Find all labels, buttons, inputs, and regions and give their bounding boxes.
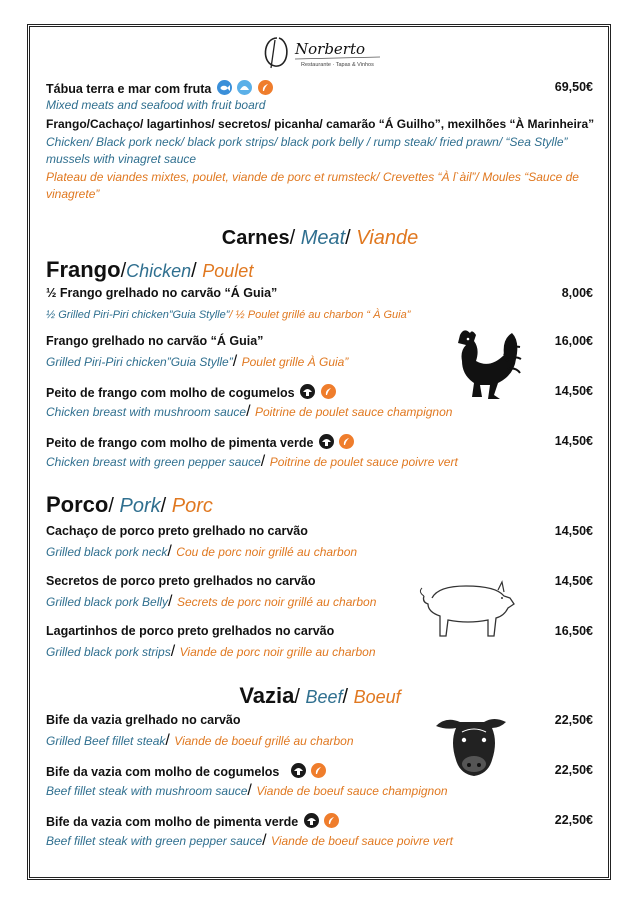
logo-subtitle: Restaurante · Tapas & Vinhos <box>301 62 374 68</box>
porco-heading-fr: Porc <box>171 495 213 517</box>
frango-heading: Frango/Chicken/ Poulet <box>46 257 254 282</box>
frango-item-2-desc: Grilled Piri-Piri chicken”Guia Stylle”/ Poulet grille À Guia” <box>46 353 349 370</box>
vazia-item-2-pt <box>46 763 326 779</box>
vazia-item-2-price: 22,50€ <box>554 763 593 777</box>
vazia-item-2-fr: Viande de boeuf sauce champignon <box>256 784 448 798</box>
frango-item-1-price: 8,00€ <box>561 286 593 300</box>
porco-item-2-fr: Secrets de porc noir grillé au charbon <box>176 595 377 609</box>
vazia-item-3-fr: Viande de boeuf sauce poivre vert <box>271 834 453 848</box>
vazia-item-3-pt <box>46 813 339 829</box>
chili-pepper-icon <box>321 384 336 399</box>
starter-title-text: Tábua terra e mar com fruta <box>46 82 212 96</box>
chili-pepper-icon <box>339 434 354 449</box>
frango-item-4-desc: Chicken breast with green pepper sauce/ Poitrine de poulet sauce poivre vert <box>46 453 458 470</box>
frango-item-3-desc: Chicken breast with mushroom sauce/ Poitrine de poulet sauce champignon <box>46 403 453 420</box>
frango-item-3-fr: Poitrine de poulet sauce champignon <box>254 405 453 419</box>
restaurant-logo <box>255 30 385 74</box>
frango-item-4-pt <box>46 434 354 450</box>
porco-heading: Porco/ Pork/ Porc <box>46 492 213 517</box>
porco-item-1-fr: Cou de porc noir grillé au charbon <box>176 545 358 559</box>
frango-item-3-pt <box>46 384 336 400</box>
frango-item-1-desc: ½ Grilled Piri-Piri chicken”Guia Stylle”/ ½ Poulet grillé au charbon “ À Guia” <box>46 309 411 321</box>
porco-item-3-pt: Lagartinhos de porco preto grelhados no carvão <box>46 624 335 638</box>
porco-item-2-pt: Secretos de porco preto grelhados no carvão <box>46 574 316 588</box>
porco-item-3-desc: Grilled black pork strips/ Viande de porc noir grille au charbon <box>46 643 376 660</box>
cow-illustration <box>432 712 512 785</box>
vazia-item-2-desc: Beef fillet steak with mushroom sauce/ Viande de boeuf sauce champignon <box>46 782 448 799</box>
vazia-item-3-pt-text: Bife da vazia com molho de pimenta verde <box>46 815 299 829</box>
starter-title <box>46 80 273 96</box>
mushroom-icon <box>319 434 334 449</box>
frango-item-4-price: 14,50€ <box>554 434 593 448</box>
porco-heading-en: Pork <box>119 495 161 517</box>
carnes-heading-pt: Carnes <box>221 227 290 249</box>
mushroom-icon <box>300 384 315 399</box>
frango-item-1-fr: ½ Poulet grillé au charbon “ À Guia” <box>235 309 411 321</box>
frango-item-4-fr: Poitrine de poulet sauce poivre vert <box>269 455 458 469</box>
fish-icon <box>217 80 232 95</box>
vazia-item-1-fr: Viande de boeuf grillé au charbon <box>174 734 354 748</box>
frango-item-2-en: Grilled Piri-Piri chicken”Guia Stylle” <box>46 355 233 369</box>
frango-item-4-en: Chicken breast with green pepper sauce <box>46 455 261 469</box>
vazia-item-3-desc: Beef fillet steak with green pepper sauce/ Viande de boeuf sauce poivre vert <box>46 832 453 849</box>
frango-item-3-pt-text: Peito de frango com molho de cogumelos <box>46 386 295 400</box>
frango-item-3-en: Chicken breast with mushroom sauce <box>46 405 247 419</box>
vazia-item-3-en: Beef fillet steak with green pepper sauce <box>46 834 263 848</box>
frango-item-2-pt: Frango grelhado no carvão “Á Guia” <box>46 334 264 348</box>
porco-item-1-price: 14,50€ <box>554 524 593 538</box>
porco-item-1-en: Grilled black pork neck <box>46 545 168 559</box>
vazia-item-1-pt: Bife da vazia grelhado no carvão <box>46 713 241 727</box>
frango-heading-en: Chicken <box>126 261 192 281</box>
porco-item-2-en: Grilled black pork Belly <box>46 595 169 609</box>
porco-item-2-desc: Grilled black pork Belly/ Secrets de porc noir grillé au charbon <box>46 593 377 610</box>
frango-item-1-en: ½ Grilled Piri-Piri chicken”Guia Stylle” <box>46 309 230 321</box>
frango-item-3-price: 14,50€ <box>554 384 593 398</box>
starter-detail-en-2: mussels with vinagret sauce <box>46 152 197 166</box>
vazia-item-1-desc: Grilled Beef fillet steak/ Viande de boeuf grillé au charbon <box>46 732 354 749</box>
vazia-heading-pt: Vazia <box>239 683 295 708</box>
frango-item-1-pt: ½ Frango grelhado no carvão “Á Guia” <box>46 286 278 300</box>
shellfish-icon <box>237 80 252 95</box>
vazia-heading-en: Beef <box>305 687 343 707</box>
vazia-heading: Vazia/ Beef/ Boeuf <box>239 683 401 708</box>
porco-heading-pt: Porco <box>46 492 109 517</box>
chili-pepper-icon <box>324 813 339 828</box>
carnes-heading: Carnes/ Meat/ Viande <box>221 227 419 249</box>
starter-detail-fr-2: vinagrete” <box>46 187 100 201</box>
vazia-item-1-price: 22,50€ <box>554 713 593 727</box>
starter-en: Mixed meats and seafood with fruit board <box>46 98 266 112</box>
pig-illustration <box>418 578 518 649</box>
vazia-heading-fr: Boeuf <box>353 687 401 707</box>
vazia-item-2-en: Beef fillet steak with mushroom sauce <box>46 784 248 798</box>
logo-name: Norberto <box>295 40 366 58</box>
starter-detail-en-1: Chicken/ Black pork neck/ black pork strips/ black pork belly / rump steak/ fried prawn/ “Sea Stylle” <box>46 135 568 149</box>
frango-heading-fr: Poulet <box>202 261 254 281</box>
porco-item-2-price: 14,50€ <box>554 574 593 588</box>
starter-price: 69,50€ <box>554 80 593 94</box>
starter-detail-fr-1: Plateau de viandes mixtes, poulet, viande de porc et rumsteck/ Crevettes “À l`àil”/ Moules “Sauce de <box>46 170 579 184</box>
mushroom-icon <box>291 763 306 778</box>
vazia-item-3-price: 22,50€ <box>554 813 593 827</box>
porco-item-1-desc: Grilled black pork neck/ Cou de porc noir grillé au charbon <box>46 543 358 560</box>
porco-item-3-price: 16,50€ <box>554 624 593 638</box>
vazia-item-2-pt-text: Bife da vazia com molho de cogumelos <box>46 765 280 779</box>
carnes-heading-en: Meat <box>300 227 346 249</box>
frango-item-4-pt-text: Peito de frango com molho de pimenta verde <box>46 436 314 450</box>
frango-item-2-price: 16,00€ <box>554 334 593 348</box>
mushroom-icon <box>304 813 319 828</box>
frango-heading-pt: Frango <box>46 257 121 282</box>
frango-item-2-fr: Poulet grille À Guia” <box>241 355 349 369</box>
carnes-heading-fr: Viande <box>356 227 419 249</box>
porco-item-3-en: Grilled black pork strips <box>46 645 171 659</box>
porco-item-3-fr: Viande de porc noir grille au charbon <box>179 645 376 659</box>
vazia-item-1-en: Grilled Beef fillet steak <box>46 734 166 748</box>
chili-pepper-icon <box>258 80 273 95</box>
porco-item-1-pt: Cachaço de porco preto grelhado no carvão <box>46 524 308 538</box>
rooster-illustration <box>450 325 522 406</box>
starter-detail-pt: Frango/Cachaço/ lagartinhos/ secretos/ picanha/ camarão “Á Guilho”, mexilhões “À Marinheira” <box>46 117 595 131</box>
chili-pepper-icon <box>311 763 326 778</box>
